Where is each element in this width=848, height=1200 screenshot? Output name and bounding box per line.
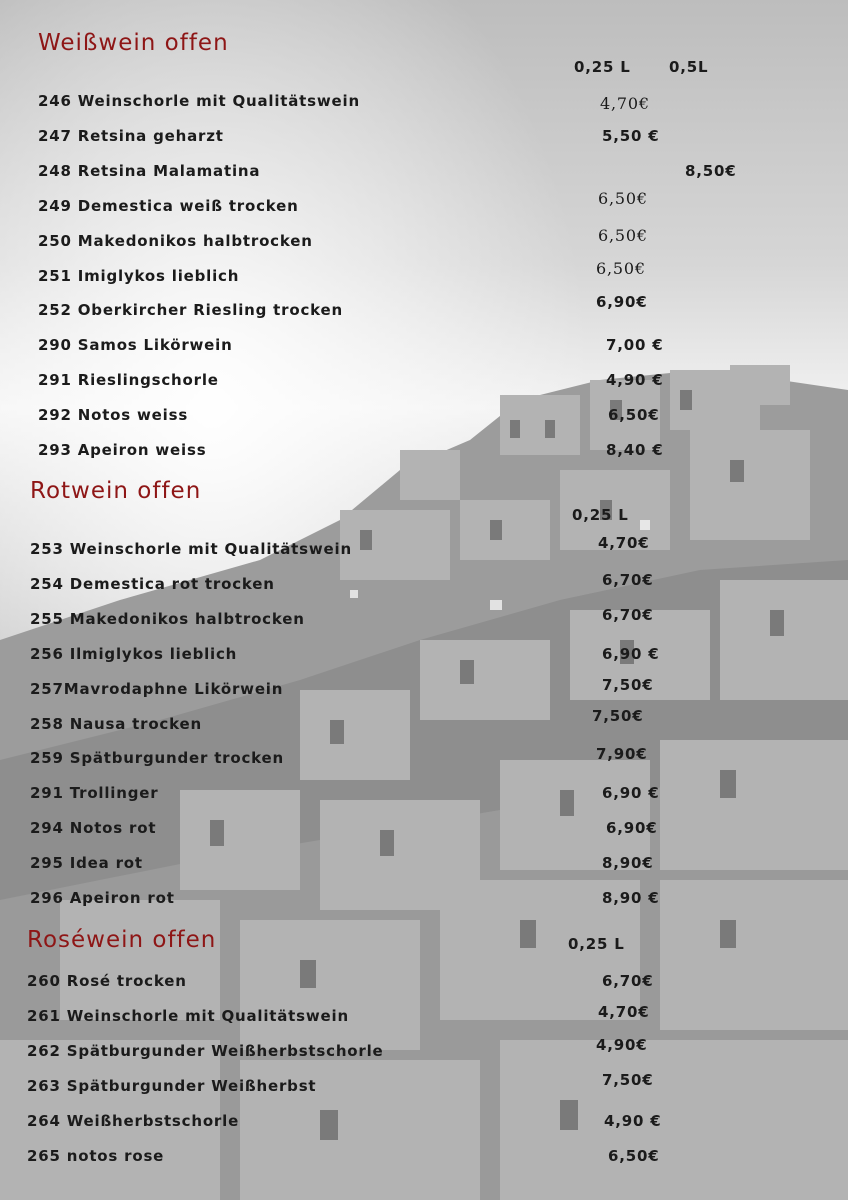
section-title: Weißwein offen (38, 30, 229, 56)
wine-item-price: 6,50€ (608, 1146, 660, 1165)
wine-item-name: 250 Makedonikos halbtrocken (38, 231, 313, 250)
volume-column-header: 0,25 L (574, 58, 631, 76)
wine-item-price: 7,50€ (602, 1070, 654, 1089)
wine-item-name: 264 Weißherbstschorle (27, 1111, 240, 1130)
volume-column-header: 0,5L (669, 58, 709, 76)
wine-item-price: 6,90€ (596, 293, 648, 312)
wine-item-price: 6,50€ (608, 406, 660, 425)
wine-item-name: 291 Trollinger (30, 784, 159, 803)
section-title: Roséwein offen (27, 927, 217, 953)
wine-item-price: 4,70€ (600, 94, 650, 113)
wine-item-name: 254 Demestica rot trocken (30, 574, 275, 593)
wine-item-price: 6,70€ (602, 605, 654, 624)
wine-item-name: 261 Weinschorle mit Qualitätswein (27, 1006, 349, 1025)
wine-item-price: 8,50€ (685, 161, 737, 180)
wine-item-price: 6,90 € (602, 784, 660, 803)
wine-item-name: 255 Makedonikos halbtrocken (30, 609, 305, 628)
wine-item-price: 4,90 € (606, 371, 664, 390)
wine-item-name: 251 Imiglykos lieblich (38, 266, 240, 285)
wine-item-name: 292 Notos weiss (38, 406, 189, 425)
wine-item-price: 8,90€ (602, 854, 654, 873)
wine-item-price: 4,70€ (598, 534, 650, 552)
wine-item-price: 8,40 € (606, 441, 664, 459)
wine-item-price: 7,50€ (592, 706, 644, 725)
wine-item-name: 260 Rosé trocken (27, 972, 187, 990)
wine-item-name: 246 Weinschorle mit Qualitätswein (38, 92, 360, 110)
wine-item-name: 259 Spätburgunder trocken (30, 749, 284, 768)
wine-item-name: 293 Apeiron weiss (38, 441, 207, 459)
wine-item-name: 258 Nausa trocken (30, 714, 202, 733)
wine-item-name: 248 Retsina Malamatina (38, 161, 261, 180)
wine-item-name: 263 Spätburgunder Weißherbst (27, 1076, 317, 1095)
wine-item-price: 5,50 € (602, 126, 660, 145)
section-title: Rotwein offen (30, 478, 202, 504)
wine-item-name: 256 Ilmiglykos lieblich (30, 644, 238, 663)
wine-item-name: 294 Notos rot (30, 819, 157, 838)
wine-item-price: 7,90€ (596, 745, 648, 764)
wine-item-price: 6,90€ (606, 819, 658, 838)
wine-item-price: 6,70€ (602, 972, 654, 990)
wine-item-name: 252 Oberkircher Riesling trocken (38, 301, 343, 320)
wine-item-price: 4,70€ (598, 1002, 650, 1021)
volume-column-header: 0,25 L (572, 506, 629, 524)
wine-item-price: 6,50€ (596, 258, 646, 278)
wine-item-price: 4,90€ (596, 1035, 648, 1054)
wine-item-price: 7,00 € (606, 336, 664, 355)
wine-item-price: 7,50€ (602, 675, 654, 694)
wine-item-name: 296 Apeiron rot (30, 889, 175, 907)
wine-item-name: 265 notos rose (27, 1146, 165, 1165)
wine-item-price: 4,90 € (604, 1111, 662, 1130)
wine-item-name: 262 Spätburgunder Weißherbstschorle (27, 1041, 384, 1060)
volume-column-header: 0,25 L (568, 935, 625, 953)
wine-item-name: 257Mavrodaphne Likörwein (30, 679, 284, 698)
wine-item-name: 253 Weinschorle mit Qualitätswein (30, 540, 352, 558)
wine-item-price: 8,90 € (602, 889, 660, 907)
wine-item-name: 290 Samos Likörwein (38, 336, 233, 355)
wine-item-price: 6,90 € (602, 644, 660, 663)
wine-item-name: 291 Rieslingschorle (38, 371, 219, 390)
wine-item-name: 247 Retsina geharzt (38, 126, 224, 145)
wine-item-price: 6,50€ (598, 225, 648, 245)
wine-item-price: 6,50€ (598, 188, 648, 208)
wine-item-price: 6,70€ (602, 570, 654, 589)
wine-item-name: 249 Demestica weiß trocken (38, 196, 299, 215)
wine-item-name: 295 Idea rot (30, 854, 143, 873)
